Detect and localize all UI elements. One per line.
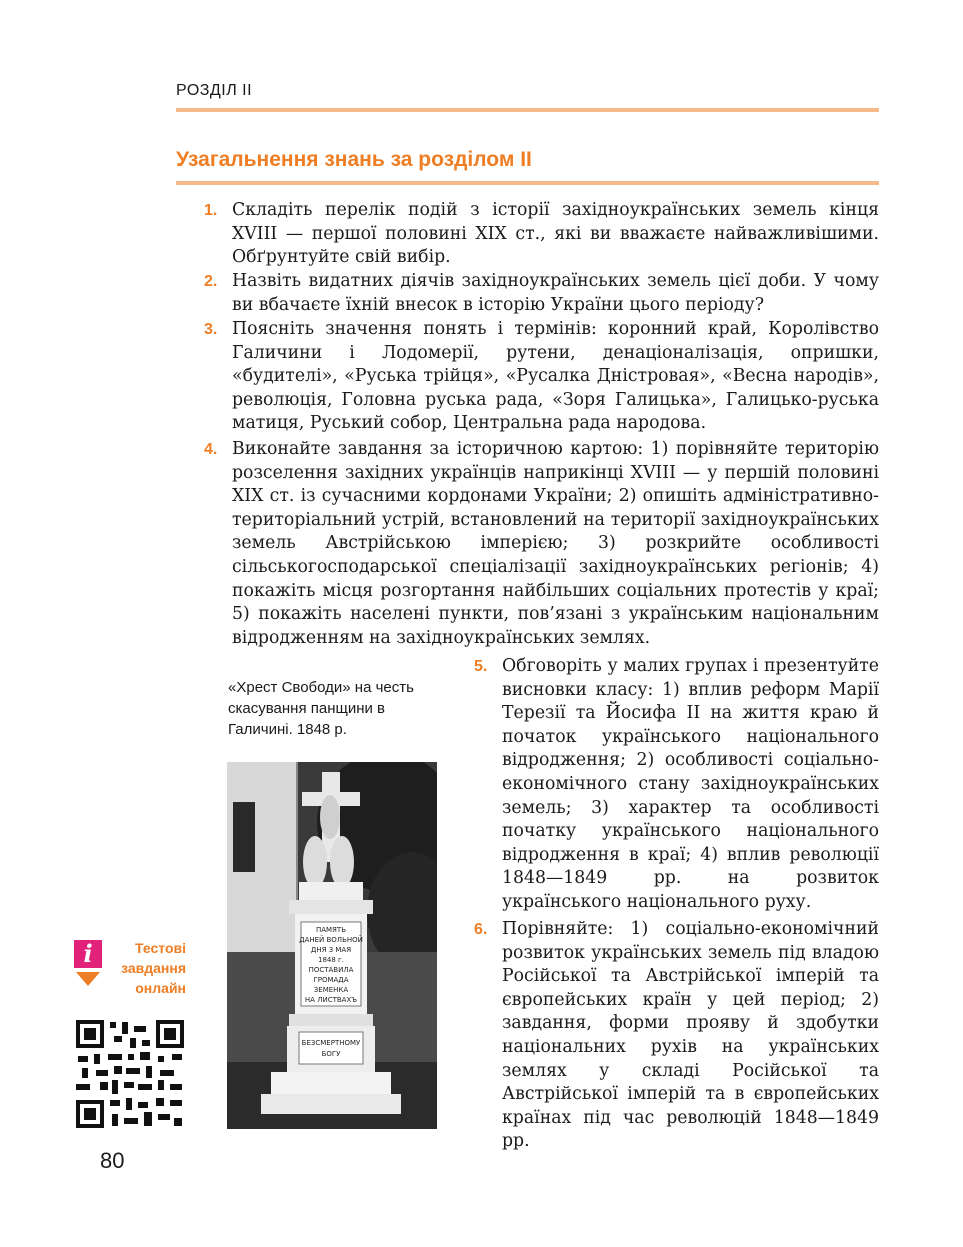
plaque-line: 1848 г. (318, 956, 344, 964)
task-text: Виконайте завдання за історичною картою: 1) порівняйте територію розселення західних українців наприкінці XVIII — у першій половині XIX ст. із сучасними кордонами України; 2) опишіть адміністративно-територіальний устрій, встановлений на території західноукраїнських земель Австрійською імперією; 3) розкрийте особливості сільськогосподарської спеціалізації західноукраїнських регіонів; 4) покажіть місця розгортання найбільших соціальних протестів у краї; 5) покажіть населені пункти, пов’язані з українським національним відродженням на західноукраїнських землях. (232, 439, 879, 648)
task-number: 3. (204, 321, 218, 338)
task-item-1 (204, 199, 879, 270)
plaque-line: ПОСТАВИЛА (308, 966, 354, 974)
online-tests-label: Тестові завдання онлайн (121, 940, 186, 996)
plaque-line: ГРОМАДА (313, 976, 349, 984)
task-item-3 (204, 318, 879, 436)
plaque-line: БОГУ (321, 1050, 341, 1058)
task-text: Назвіть видатних діячів західноукраїнських земель цієї доби. У чому ви вбачаєте їхній внесок в історію України цього періоду? (232, 271, 879, 315)
plaque-line: ДНЯ 3 МАЯ (310, 946, 352, 954)
task-number: 6. (474, 921, 488, 938)
plaque-line: НА ЛИСТВАХЪ (304, 996, 358, 1004)
task-text: Поясніть значення понять і термінів: коронний край, Королівство Галичини і Лодомерії, рутени, денаціоналізація, опришки, «будителі», «Руська трійця», «Русалка Дністровая», «Весна народів», революція, Головна руська рада, «Зоря Галицька», Галицько-руська матиця, Руський собор, Центральна рада народова. (232, 319, 879, 434)
task-text: Складіть перелік подій з історії західноукраїнських земель кінця XVIII — першої половині XIX ст., які ви вважаєте найважливішими. Обґрунтуйте свій вибір. (232, 200, 879, 268)
title-rule (176, 181, 879, 185)
plaque-line: БЕЗСМЕРТНОМУ (301, 1039, 361, 1047)
task-item-4 (204, 438, 879, 650)
task-number: 2. (204, 273, 218, 290)
section-label: РОЗДІЛ ІІ (176, 82, 253, 99)
task-item-6 (474, 918, 879, 1154)
task-item-2 (204, 270, 879, 317)
page-number: 80 (100, 1148, 125, 1173)
header-rule (176, 108, 879, 112)
plaque-line: ДАНЕЙ ВОЛЬНОЙ (299, 936, 363, 944)
arrow-down-icon (76, 972, 100, 986)
online-tests-link[interactable] (74, 940, 186, 1000)
cross-photo (227, 762, 437, 1129)
info-icon: i (74, 940, 102, 968)
task-item-5 (474, 655, 879, 915)
task-number: 4. (204, 441, 218, 458)
figure-caption: «Хрест Свободи» на честь скасування панщини в Галичині. 1848 р. (228, 679, 414, 738)
page-title: Узагальнення знань за розділом ІІ (176, 148, 532, 171)
plaque-line: ПАМЯТЬ (315, 926, 347, 934)
task-number: 1. (204, 202, 218, 219)
task-text: Обговоріть у малих групах і презентуйте висновки класу: 1) вплив реформ Марії Терезії та Йосифа II на життя краю й початок українського національного відродження; 2) особливості соціально-економічного стану західноукраїнських земель; 3) характер та особливості початку українського національного відродження в краї; 4) вплив революції 1848—1849 рр. на розвиток українського національного руху. (502, 656, 879, 912)
task-number: 5. (474, 658, 488, 675)
cross-monument-image (227, 762, 437, 1129)
task-text: Порівняйте: 1) соціально-економічний розвиток українських земель під владою Російської та Австрійської імперій та європейських країн у цей період; 2) завдання, форми прояву й здобутки національних рухів на українських землях у складі Російської та Австрійської імперій та в європейських країнах під час революцій 1848—1849 рр. (502, 919, 879, 1152)
qr-code-icon[interactable] (74, 1018, 186, 1130)
plaque-line: ЗЕМЕНКА (313, 986, 349, 994)
